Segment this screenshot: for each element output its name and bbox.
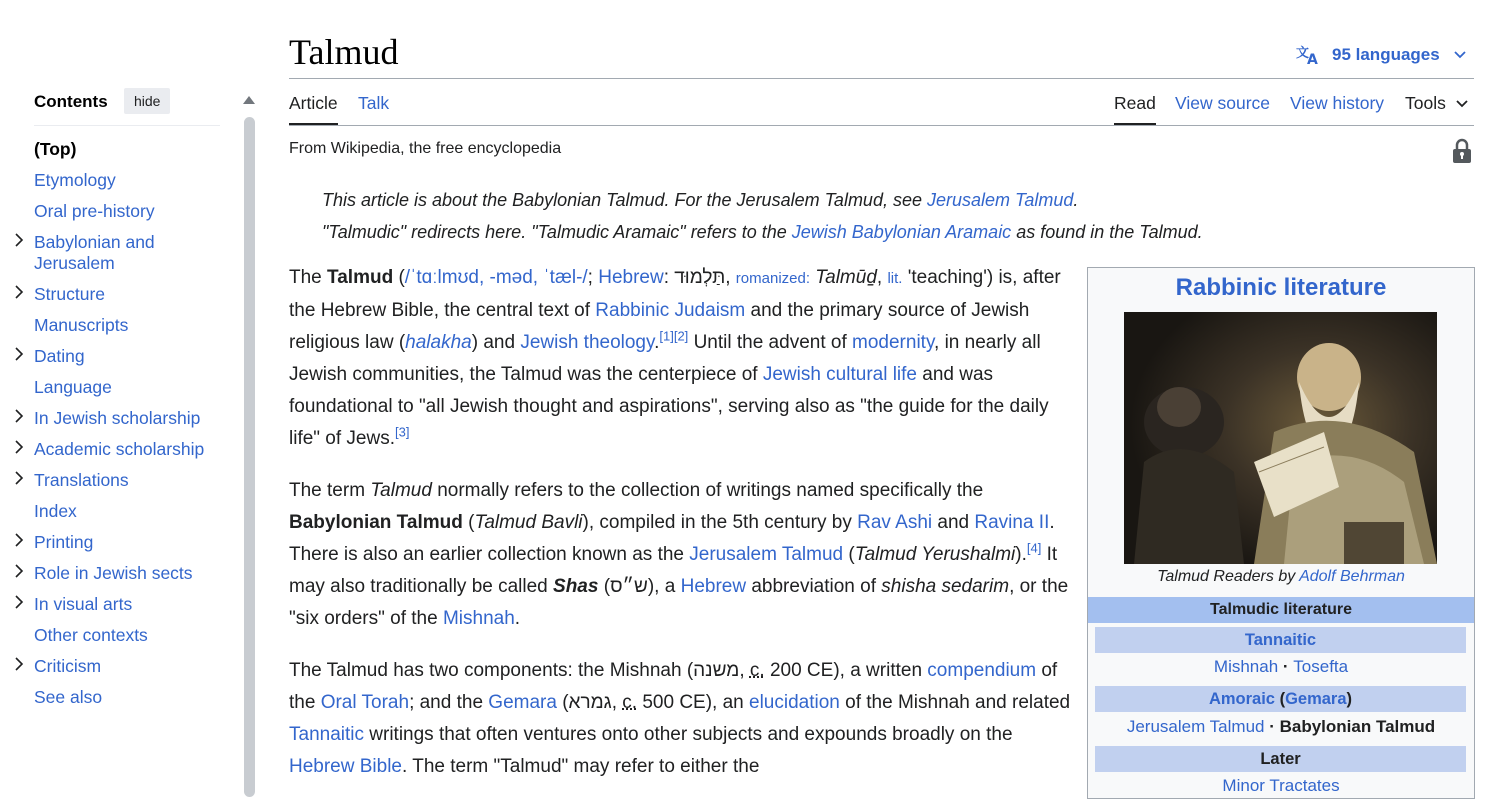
link-hebrew[interactable]: Hebrew [598,267,664,288]
toc-item-label: (Top) [34,139,77,159]
toc-item[interactable] [0,682,220,713]
link-rav-ashi[interactable]: Rav Ashi [857,512,933,533]
hatnote [322,188,1078,212]
toc-list [0,134,240,713]
chevron-right-icon[interactable] [12,564,26,578]
hatnote-text: "Talmudic" redirects here. "Talmudic Aramaic" refers to the [322,222,792,242]
toc-item-label: Printing [34,532,94,552]
hatnote-text: as found in the Talmud. [1011,222,1203,242]
link-ravina-ii[interactable]: Ravina II [974,512,1050,533]
tabs-divider [289,125,1474,126]
reference-link[interactable]: [4] [1026,540,1042,556]
svg-text:文: 文 [1296,46,1310,61]
infobox [1087,267,1475,799]
chevron-right-icon[interactable] [12,657,26,671]
toc-item[interactable] [0,165,220,196]
link-jerusalem-talmud[interactable]: Jerusalem Talmud [689,544,844,565]
svg-text:A: A [1307,52,1318,65]
infobox-subheader-amoraic: Amoraic (Gemara) [1095,686,1466,712]
toc-item[interactable] [0,589,220,620]
link-minor-tractates[interactable]: Minor Tractates [1222,776,1340,795]
tab-view-source[interactable]: View source [1175,93,1271,113]
link-modernity[interactable]: modernity [852,332,935,353]
tab-view-history[interactable]: View history [1290,93,1385,113]
infobox-row: Jerusalem Talmud · Babylonian Talmud [1126,717,1436,736]
reference-link[interactable]: [1][2] [659,328,689,344]
tab-talk[interactable]: Talk [358,93,390,113]
chevron-right-icon[interactable] [12,533,26,547]
link-rabbinic-judaism[interactable]: Rabbinic Judaism [595,300,746,321]
tab-article[interactable]: Article [289,93,338,125]
infobox-title-link[interactable]: Rabbinic literature [1175,274,1387,301]
hatnote-text: . [1073,190,1079,210]
title-divider [289,78,1474,79]
paragraph: The Talmud has two components: the Mishnah (משנה, c. 200 CE), a written compendium of the Oral Torah; and the Gemara (גמרא, c. 500 CE), an elucidation of the Mishnah and related Tannaitic writings that often ventures onto other subjects and expounds broadly on the Hebrew Bible. The term "Talmud" may refer to either the [289,660,1071,777]
circa-abbr: c. [749,660,765,681]
link-tannaitic[interactable]: Tannaitic [1244,631,1317,649]
toc-item-label: Academic scholarship [34,439,205,459]
link-hebrew[interactable]: Hebrew [680,576,747,597]
chevron-right-icon[interactable] [12,233,26,247]
toc-item-label: In Jewish scholarship [34,408,201,428]
toc-item-label: In visual arts [34,594,133,614]
toc-item-label: Babylonian and Jerusalem [34,232,155,273]
bold-term: Talmud [327,267,394,288]
lock-icon[interactable] [1452,138,1472,164]
toc-item-label: Language [34,377,112,397]
toc-item-label: Criticism [34,656,102,676]
toc-item-label: Role in Jewish sects [34,563,193,583]
circa-abbr: c. [622,692,638,713]
reference-link[interactable]: [3] [395,424,410,440]
toc-item[interactable] [0,279,220,310]
link-lit[interactable]: lit. [887,270,903,287]
toc-item[interactable] [0,403,220,434]
toc-item[interactable] [0,620,220,651]
link-ipa[interactable]: /ˈtɑːlmʊd, -məd, ˈtæl-/ [404,267,588,288]
toc-item-label: Index [34,501,77,521]
hebrew-word: תַּלְמוּד [674,267,726,288]
paragraph: The term Talmud normally refers to the collection of writings named specifically the Babylonian Talmud (Talmud Bavli), compiled in the 5th century by Rav Ashi and Ravina II. There is also an earlier collection known as the Jerusalem Talmud (Talmud Yerushalmi).[4] It may also traditionally be called Shas (ש״ס), a Hebrew abbreviation of shisha sedarim, or the "six orders" of the Mishnah. [289,480,1069,629]
link-mishnah[interactable]: Mishnah [442,608,515,629]
transliteration: Talmūḏ [815,267,877,288]
translate-icon [1296,45,1320,65]
chevron-right-icon[interactable] [12,285,26,299]
article-body [289,262,1074,803]
link-jerusalem-talmud[interactable]: Jerusalem Talmud [926,190,1074,210]
scroll-up-arrow-icon[interactable] [243,96,255,104]
infobox-subheader-tannaitic [1095,627,1466,653]
toc-hide-button[interactable]: hide [124,88,170,114]
toc-item-label: Structure [34,284,105,304]
language-count: 95 languages [1332,45,1440,64]
toc-item-label: See also [34,687,103,707]
toc-item[interactable] [0,496,220,527]
toc-item[interactable] [0,434,220,465]
link-tannaitic[interactable]: Tannaitic [289,724,364,745]
toc-item[interactable] [0,310,220,341]
toc-item[interactable] [0,527,220,558]
infobox-row [1088,776,1474,796]
toc-item-label: Etymology [34,170,116,190]
chevron-right-icon[interactable] [12,440,26,454]
talmud-readers-painting[interactable] [1124,312,1437,564]
link-jewish-babylonian-aramaic[interactable]: Jewish Babylonian Aramaic [791,222,1012,242]
link-elucidation[interactable]: elucidation [749,692,840,713]
toc-item[interactable] [0,227,220,279]
link-romanized[interactable]: romanized: [735,270,810,287]
toc-item[interactable] [0,372,220,403]
link-jewish-cultural-life[interactable]: Jewish cultural life [762,364,917,385]
link-adolf-behrman[interactable]: Adolf Behrman [1299,568,1405,585]
toc-item-label: Oral pre-history [34,201,155,221]
toc-item-label: Manuscripts [34,315,129,335]
toc-item-label: Other contexts [34,625,148,645]
link-gemara[interactable]: Gemara [488,692,557,713]
chevron-down-icon [1456,100,1468,108]
link-oral-torah[interactable]: Oral Torah [320,692,410,713]
link-jerusalem-talmud[interactable]: Jerusalem Talmud [1126,717,1265,736]
infobox-caption: Talmud Readers by Adolf Behrman [1157,568,1405,585]
link-compendium[interactable]: compendium [927,660,1037,681]
paragraph: The Talmud (/ˈtɑːlmʊd, -məd, ˈtæl-/; Hebrew: תַּלְמוּד, romanized: Talmūḏ, lit. 'teaching') is, after the Hebrew Bible, the central text of Rabbinic Judaism and the primary source of Jewish religious law (halakha) and Jewish theology.[1][2] Until the advent of modernity, in nearly all Jewish communities, the Talmud was the centerpiece of Jewish cultural life and was foundational to "all Jewish thought and aspirations", serving also as "the guide for the daily life" of Jews.[3] [289,267,1061,449]
hatnote-text: This article is about the Babylonian Talmud. For the Jerusalem Talmud, see [322,190,927,210]
link-mishnah[interactable]: Mishnah [1213,657,1279,676]
chevron-right-icon[interactable] [12,595,26,609]
toc-item[interactable] [0,196,220,227]
link-halakha[interactable]: halakha [405,332,472,353]
chevron-right-icon[interactable] [12,471,26,485]
infobox-section-header: Talmudic literature [1088,597,1474,623]
link-gemara[interactable]: Gemara [1285,690,1347,708]
chevron-right-icon[interactable] [12,347,26,361]
hatnote [322,220,1203,244]
site-sub: From Wikipedia, the free encyclopedia [289,140,562,157]
table-of-contents [0,0,262,784]
toc-item-label: Translations [34,470,129,490]
toc-item[interactable] [0,651,220,682]
tools-label: Tools [1405,93,1446,113]
link-hebrew-bible[interactable]: Hebrew Bible [289,756,402,777]
tools-menu[interactable] [1405,93,1468,114]
tab-read[interactable]: Read [1114,93,1156,125]
chevron-down-icon [1454,51,1466,59]
link-jewish-theology[interactable]: Jewish theology [520,332,655,353]
toc-header [34,88,220,126]
chevron-right-icon[interactable] [12,409,26,423]
toc-item[interactable] [0,341,220,372]
toc-item[interactable] [0,558,220,589]
toc-item-label: Dating [34,346,85,366]
link-tosefta[interactable]: Tosefta [1293,657,1349,676]
page-title: Talmud [289,32,399,72]
toc-scrollbar[interactable] [244,117,255,797]
link-amoraic[interactable]: Amoraic [1208,690,1275,708]
toc-item[interactable] [0,465,220,496]
infobox-subheader-later: Later [1095,746,1466,772]
toc-title: Contents [34,92,108,111]
toc-item[interactable] [0,134,220,165]
infobox-row: Mishnah · Tosefta [1213,657,1349,676]
language-button[interactable] [1296,43,1478,67]
babylonian-talmud-current: Babylonian Talmud [1279,717,1436,736]
